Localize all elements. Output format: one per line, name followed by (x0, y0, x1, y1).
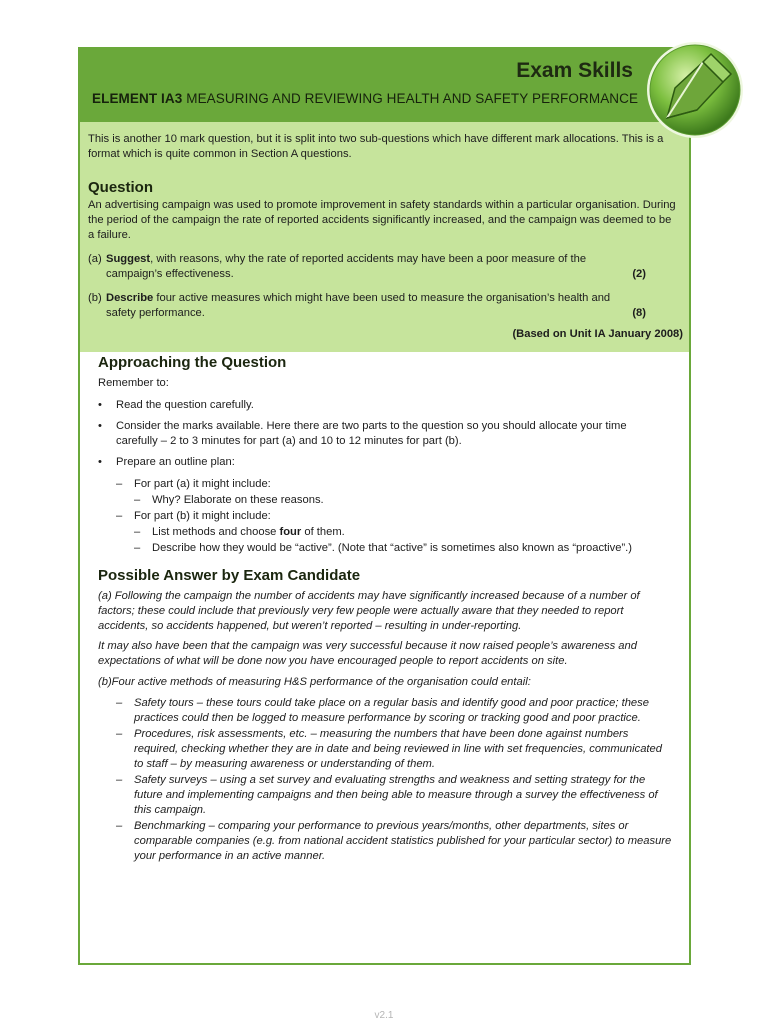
question-source: (Based on Unit IA January 2008) (512, 328, 683, 340)
approach-heading: Approaching the Question (98, 354, 287, 371)
answer-item-safety-surveys: – Safety surveys – using a set survey and evaluating strengths and weakness and setting strategy for the future and implementing campaigns and then being able to measure through a survey the effectiveness of this campaign. (134, 773, 674, 818)
page-frame (78, 47, 691, 965)
answer-paragraph-a1: (a) Following the campaign the number of accidents may have significantly increased because of a number of factors; these could include that previously very few people were actually aware that they needed to report accidents, so accidents happened, but weren’t reported – resulting in under-reporting. (98, 590, 640, 632)
element-title: MEASURING AND REVIEWING HEALTH AND SAFETY PERFORMANCE (186, 91, 639, 106)
header-bar (80, 49, 689, 122)
plan-item-b: – For part (b) it might include: (134, 509, 271, 524)
pen-nib-icon (645, 40, 745, 140)
approach-bullet-2: • Consider the marks available. Here there are two parts to the question so you should allocate your time carefully – 2 to 3 minutes for part (a) and 10 to 12 minutes for part (b). (116, 419, 636, 449)
part-a-label: (a) (88, 253, 102, 265)
plan-subitem-b1: – List methods and choose four of them. (152, 525, 345, 540)
part-b-verb: Describe (106, 292, 154, 304)
emphasis-four: four (279, 526, 302, 538)
answer-item-safety-tours: – Safety tours – these tours could take place on a regular basis and identify good and poor practice; these practices could then be logged to measure performance by scoring or tracking good and poor practice. (134, 696, 674, 726)
plan-subitem-b2: – Describe how they would be “active”. (Note that “active” is sometimes also known as “proactive”.) (152, 541, 672, 556)
part-a-verb: Suggest (106, 253, 151, 265)
element-code: ELEMENT IA3 (92, 91, 183, 106)
answer-heading: Possible Answer by Exam Candidate (98, 567, 361, 584)
approach-bullet-1: • Read the question carefully. (116, 398, 676, 413)
part-b-label: (b) (88, 292, 102, 304)
answer-item-benchmarking: – Benchmarking – comparing your performance to previous years/months, other departments, sites or comparable companies (e.g. from national accident statistics published for your particular sector) to measure your performance in an active manner. (134, 819, 674, 864)
approach-bullet-3: • Prepare an outline plan: (116, 455, 636, 470)
version-footer: v2.1 (374, 1010, 394, 1021)
part-a-text: , with reasons, why the rate of reported accidents may have been a poor measure of the campaign’s effectiveness. (106, 253, 587, 280)
plan-subitem-a: – Why? Elaborate on these reasons. (152, 493, 324, 508)
answer-paragraph-b: (b)Four active methods of measuring H&S performance of the organisation could entail: (98, 676, 531, 688)
plan-item-a: – For part (a) it might include: (134, 477, 271, 492)
answer-item-procedures: – Procedures, risk assessments, etc. – measuring the numbers that have been done against numbers required, checking whether they are in date and being reviewed in line with set frequencies, communicated to staff – by measuring awareness or understanding of them. (134, 727, 674, 772)
part-b-text: four active measures which might have been used to measure the organisation’s health and safety performance. (106, 292, 611, 319)
intro-text: This is another 10 mark question, but it is split into two sub-questions which have different mark allocations. This is a format which is quite common in Section A questions. (88, 133, 664, 160)
part-a-marks: (2) (632, 268, 646, 280)
part-b-marks: (8) (632, 307, 646, 319)
question-body: An advertising campaign was used to promote improvement in safety standards within a particular organisation. During the period of the campaign the rate of reported accidents significantly increased, and the campaign was deemed to be a failure. (88, 199, 676, 241)
question-box (80, 122, 689, 352)
element-heading (92, 91, 638, 106)
remember-text: Remember to: (98, 377, 169, 389)
answer-paragraph-a2: It may also have been that the campaign was very successful because it now raised people’s awareness and expectations of what will be done now you have encouraged people to report accidents on site. (98, 640, 637, 667)
question-heading: Question (88, 179, 154, 196)
page-title: Exam Skills (516, 59, 633, 82)
